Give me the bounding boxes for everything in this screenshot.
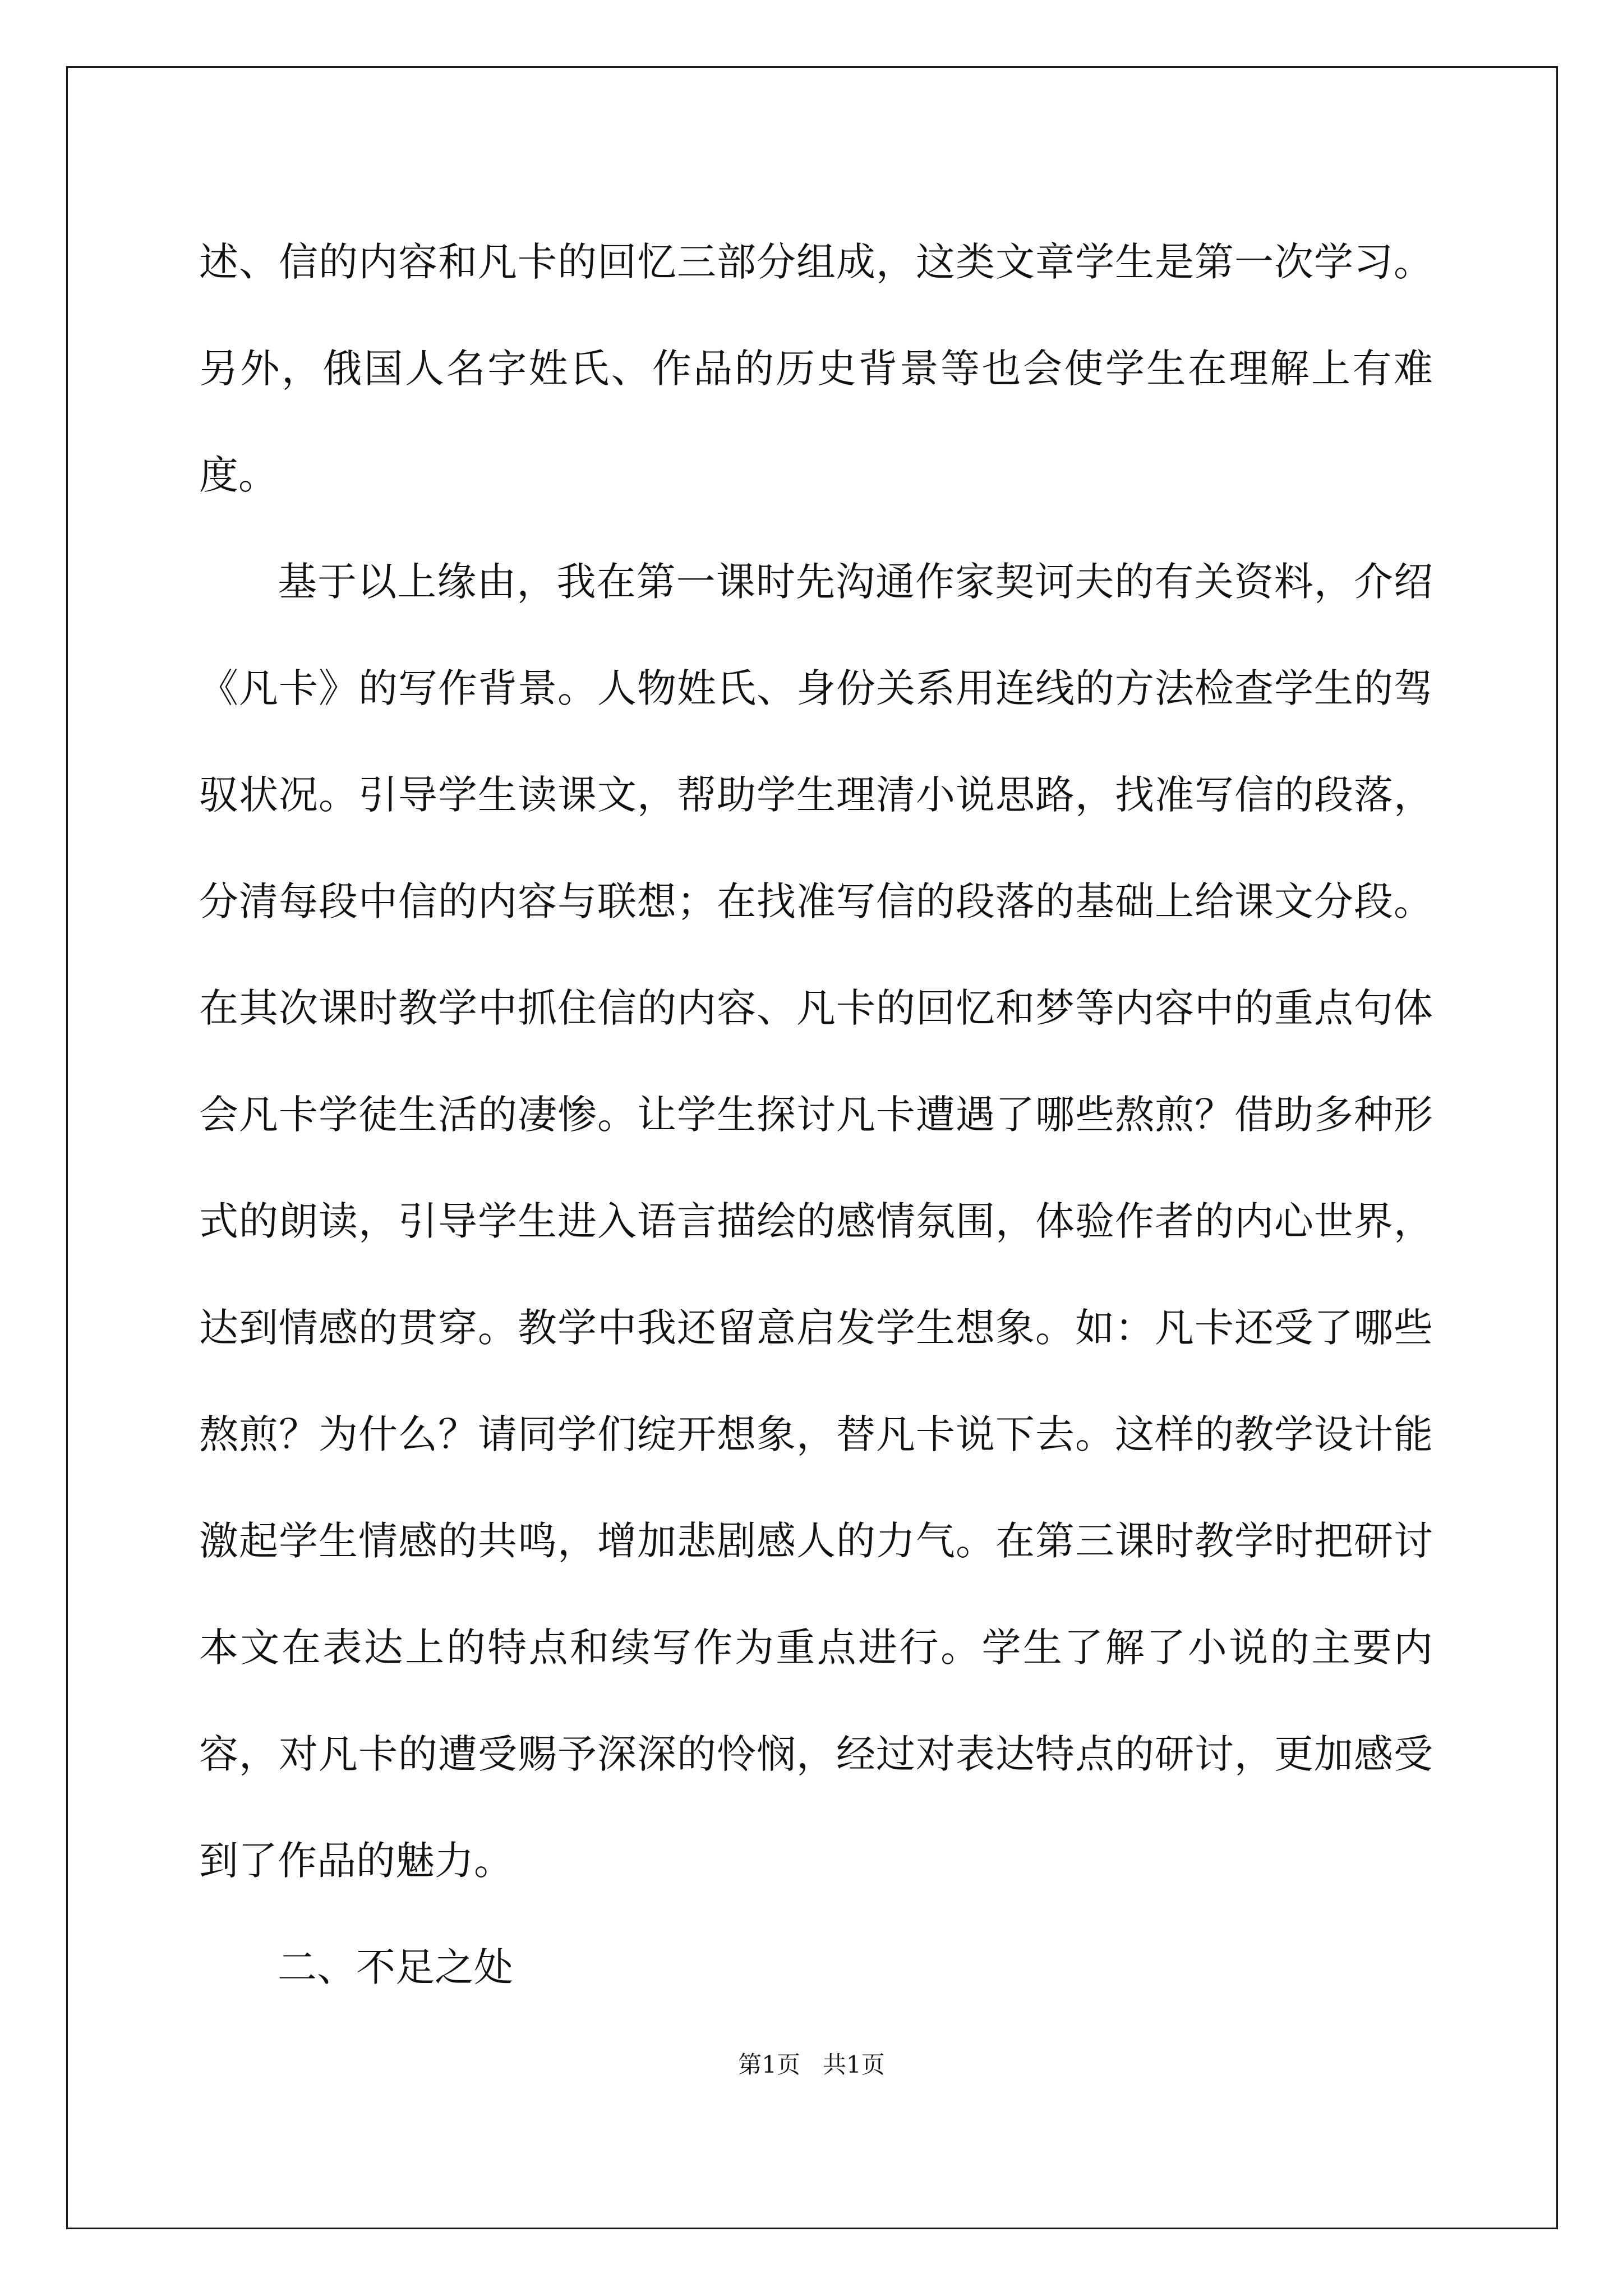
section-heading-shortcomings: 二、不足之处 [278, 1944, 513, 1990]
paragraph-teaching-process: 基于以上缘由，我在第一课时先沟通作家契诃夫的有关资料，介绍《凡卡》的写作背景。人物姓氏、身份关系用连线的方法检查学生的驾驭状况。引导学生读课文，帮助学生理清小说思路，找准写信的段落，分清每段中信的内容与联想；在找准写信的段落的基础上给课文分段。在其次课时教学中抓住信的内容、凡卡的回忆和梦等内容中的重点句体会凡卡学徒生活的凄惨。让学生探讨凡卡遭遇了哪些熬煎？借助多种形式的朗读，引导学生进入语言描绘的感情氛围，体验作者的内心世界，达到情感的贯穿。教学中我还留意启发学生想象。如：凡卡还受了哪些熬煎？为什么？请同学们绽开想象，替凡卡说下去。这样的教学设计能激起学生情感的共鸣，增加悲剧感人的力气。在第三课时教学时把研讨本文在表达上的特点和续写作为重点进行。学生了解了小说的主要内容，对凡卡的遭受赐予深深的怜悯，经过对表达特点的研讨，更加感受到了作品的魅力。 [199, 559, 1433, 1884]
document-body [199, 209, 1433, 2021]
paragraph-continuation: 述、信的内容和凡卡的回忆三部分组成，这类文章学生是第一次学习。另外，俄国人名字姓氏、作品的历史背景等也会使学生在理解上有难度。 [199, 239, 1433, 498]
page-footer: 第1页 共1页 [738, 2051, 885, 2078]
